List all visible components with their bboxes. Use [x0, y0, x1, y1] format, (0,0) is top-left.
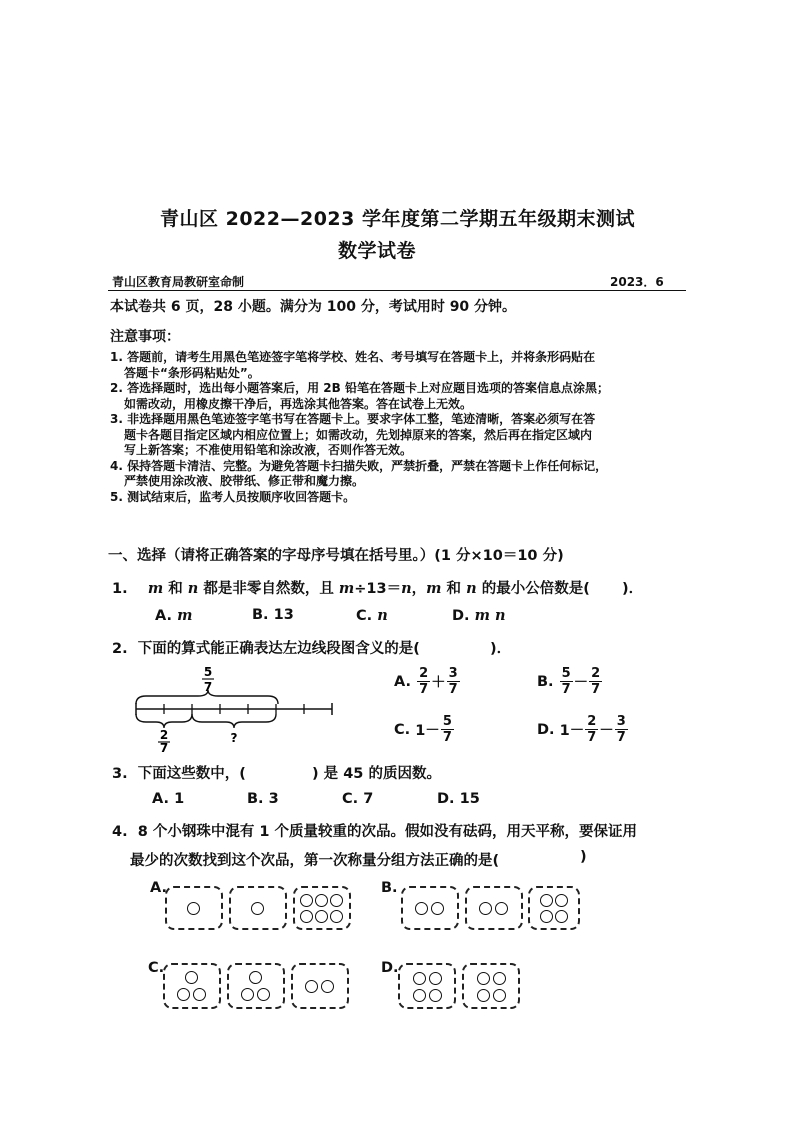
- numerator: 5: [561, 666, 571, 681]
- var-n: n: [187, 580, 199, 597]
- ball-group: [229, 886, 287, 930]
- fraction: [417, 666, 430, 697]
- ball-group: [293, 886, 351, 930]
- question-number: 3.: [112, 766, 128, 782]
- ball-group: [165, 886, 223, 930]
- diagram-unknown: ?: [230, 731, 238, 745]
- ball-icon: [321, 980, 334, 993]
- option-letter: A.: [152, 791, 169, 807]
- intro-text: 本试卷共 6 页，28 小题。满分为 100 分，考试用时 90 分钟。: [110, 299, 517, 315]
- q1-text: ÷13＝: [354, 581, 402, 597]
- numerator: 2: [419, 666, 429, 681]
- q2-text: 下面的算式能正确表达左边线段图含义的是(: [137, 641, 420, 657]
- exam-date: 2023．6: [610, 275, 664, 289]
- q3-option-d[interactable]: [437, 791, 480, 807]
- option-value: 7: [363, 791, 374, 807]
- fraction: [447, 666, 460, 697]
- ball-group: [227, 963, 285, 1009]
- answer-blank-end: )．: [490, 641, 512, 657]
- q4-option-c-label[interactable]: C.: [148, 960, 165, 976]
- ball-icon: [555, 894, 568, 907]
- option-value: 13: [273, 607, 294, 623]
- notice-line: 答题卡“条形码粘贴处”。: [124, 365, 260, 380]
- ball-icon: [300, 910, 313, 923]
- ball-icon: [429, 989, 442, 1002]
- notice-line: 写上新答案；不准使用铅笔和涂改液，否则作答无效。: [124, 443, 413, 457]
- operator: 1－: [415, 723, 440, 739]
- ball-group: [528, 886, 580, 930]
- ball-icon: [495, 902, 508, 915]
- question-1: [112, 577, 590, 598]
- q3-option-a[interactable]: [152, 791, 184, 807]
- ball-icon: [241, 988, 254, 1001]
- ball-icon: [413, 972, 426, 985]
- q4-option-b-label[interactable]: B.: [381, 880, 398, 896]
- diagram-top-numerator: 5: [203, 665, 213, 679]
- ball-icon: [477, 989, 490, 1002]
- denominator: 7: [587, 730, 597, 745]
- option-value: m: [177, 607, 193, 624]
- ball-icon: [413, 989, 426, 1002]
- q1-text: 的最小公倍数是(: [476, 581, 590, 597]
- ball-icon: [177, 988, 190, 1001]
- option-value: m n: [474, 607, 506, 624]
- var-m: m: [147, 580, 164, 597]
- q2-option-a[interactable]: [394, 666, 461, 697]
- operator: ＋: [431, 675, 446, 691]
- ball-icon: [479, 902, 492, 915]
- section-heading: 一、选择（请将正确答案的字母序号填在括号里。）(1 分×10＝10 分): [108, 548, 564, 564]
- ball-group: [462, 963, 520, 1009]
- notice-line: 2. 答选择题时，选出每小题答案后，用 2B 铅笔在答题卡上对应题目选项的答案信息点涂黑；: [110, 381, 609, 395]
- notice-line: 如需改动，用橡皮擦干净后，再选涂其他答案。答在试卷上无效。: [124, 396, 473, 411]
- q4-option-d-label[interactable]: D.: [381, 960, 399, 976]
- ball-group: [401, 886, 459, 930]
- option-value: 1: [174, 791, 185, 807]
- answer-blank-end: )．: [622, 581, 644, 597]
- notice-heading: 注意事项：: [110, 329, 180, 345]
- q2-option-d[interactable]: [537, 714, 629, 745]
- q3-text: 下面这些数中，(: [137, 766, 246, 782]
- fraction: [615, 714, 628, 745]
- segment-diagram: [130, 664, 340, 752]
- notice-line: 严禁使用涂改液、胶带纸、修正带和魔力擦。: [124, 474, 365, 488]
- numerator: 3: [616, 714, 626, 729]
- option-letter: D.: [537, 721, 555, 738]
- ball-icon: [540, 910, 553, 923]
- option-value: n: [377, 607, 388, 624]
- ball-group: [398, 963, 456, 1009]
- denominator: 7: [419, 682, 429, 697]
- fraction: [585, 714, 598, 745]
- ball-group: [465, 886, 523, 930]
- exam-title: 青山区 2022—2023 学年度第二学期五年级期末测试: [160, 208, 635, 230]
- q4-option-a-label[interactable]: A.: [150, 880, 167, 896]
- ball-icon: [540, 894, 553, 907]
- numerator: 5: [442, 714, 452, 729]
- option-value: 3: [268, 791, 279, 807]
- ball-icon: [305, 980, 318, 993]
- notice-line: 4. 保持答题卡清洁、完整。为避免答题卡扫描失败，严禁折叠，严禁在答题卡上作任何标记，: [110, 458, 608, 473]
- var-m: m: [426, 580, 442, 597]
- question-number: 4.: [112, 824, 128, 840]
- fraction: [560, 666, 573, 697]
- answer-blank-end: ): [580, 849, 587, 865]
- operator: －: [599, 723, 614, 739]
- q1-text: 都是非零自然数，且: [198, 581, 339, 597]
- diagram-top-denominator: 7: [203, 680, 213, 694]
- ball-icon: [415, 902, 428, 915]
- q1-text: 和: [441, 581, 467, 597]
- question-number: 2.: [112, 641, 128, 657]
- operator: －: [573, 675, 589, 691]
- q1-option-b[interactable]: [252, 607, 294, 623]
- ball-icon: [193, 988, 206, 1001]
- ball-icon: [477, 972, 490, 985]
- fraction: [441, 714, 454, 745]
- q2-option-b[interactable]: [537, 666, 603, 697]
- denominator: 7: [561, 682, 571, 697]
- option-letter: B.: [252, 607, 269, 623]
- numerator: 3: [448, 666, 458, 681]
- question-4: [112, 820, 637, 841]
- issuer: 青山区教育局教研室命制: [112, 275, 245, 289]
- header-rule: [108, 290, 686, 291]
- ball-icon: [185, 971, 198, 984]
- exam-subtitle: 数学试卷: [338, 240, 417, 262]
- diagram-bottom-numerator: 2: [159, 728, 169, 742]
- option-letter: A.: [155, 608, 172, 624]
- notice-line: 题卡各题目指定区域内相应位置上；如需改动，先划掉原来的答案，然后再在指定区域内: [124, 427, 593, 442]
- notice-line: 5. 测试结束后，监考人员按顺序收回答题卡。: [110, 489, 356, 504]
- fraction: [589, 666, 602, 697]
- ball-icon: [257, 988, 270, 1001]
- denominator: 7: [616, 730, 626, 745]
- notice-list: [110, 350, 609, 505]
- q3-option-c[interactable]: [342, 791, 373, 807]
- ball-icon: [249, 971, 262, 984]
- var-n: n: [401, 580, 412, 597]
- option-letter: B.: [247, 791, 264, 807]
- ball-group: [163, 963, 221, 1009]
- question-number: 1.: [112, 581, 128, 597]
- ball-icon: [330, 910, 343, 923]
- question-2: [112, 637, 420, 658]
- option-value: 15: [459, 791, 480, 807]
- option-letter: B.: [537, 673, 554, 690]
- q1-option-d[interactable]: [452, 607, 506, 624]
- ball-icon: [315, 910, 328, 923]
- q3-option-b[interactable]: [247, 791, 279, 807]
- q1-text: 和: [163, 581, 188, 597]
- option-letter: C.: [356, 608, 373, 624]
- ball-icon: [431, 902, 444, 915]
- ball-icon: [429, 972, 442, 985]
- numerator: 2: [591, 666, 601, 681]
- q2-option-c[interactable]: [394, 714, 455, 745]
- q4-text: 8 个小钢珠中混有 1 个质量较重的次品。假如没有砝码，用天平称，要保证用: [137, 824, 638, 840]
- var-m: m: [338, 580, 355, 597]
- numerator: 2: [587, 714, 597, 729]
- q4-text-line2: 最少的次数找到这个次品，第一次称量分组方法正确的是(: [130, 853, 500, 869]
- ball-icon: [251, 902, 264, 915]
- operator: 1－: [559, 723, 585, 739]
- q1-option-a[interactable]: [155, 607, 192, 624]
- q1-option-c[interactable]: [356, 607, 388, 624]
- ball-group: [291, 963, 349, 1009]
- denominator: 7: [448, 682, 458, 697]
- ball-icon: [187, 902, 200, 915]
- option-letter: C.: [342, 791, 359, 807]
- option-letter: A.: [394, 673, 411, 690]
- var-n: n: [466, 580, 477, 597]
- ball-icon: [493, 989, 506, 1002]
- q3-text-end: ) 是 45 的质因数。: [312, 766, 441, 782]
- notice-line: 3. 非选择题用黑色笔迹签字笔书写在答题卡上。要求字体工整，笔迹清晰，答案必须写在答: [110, 412, 596, 426]
- notice-line: 1. 答题前，请考生用黑色笔迹签字笔将学校、姓名、考号填写在答题卡上，并将条形码贴在: [110, 350, 596, 364]
- denominator: 7: [442, 730, 452, 745]
- diagram-bottom-denominator: 7: [159, 741, 169, 752]
- ball-icon: [315, 894, 328, 907]
- denominator: 7: [591, 682, 601, 697]
- q1-text: ，: [411, 581, 427, 597]
- ball-icon: [493, 972, 506, 985]
- question-3: [112, 762, 246, 783]
- ball-icon: [330, 894, 343, 907]
- option-letter: D.: [452, 608, 470, 624]
- ball-icon: [300, 894, 313, 907]
- ball-icon: [555, 910, 568, 923]
- option-letter: C.: [394, 721, 411, 738]
- option-letter: D.: [437, 791, 455, 807]
